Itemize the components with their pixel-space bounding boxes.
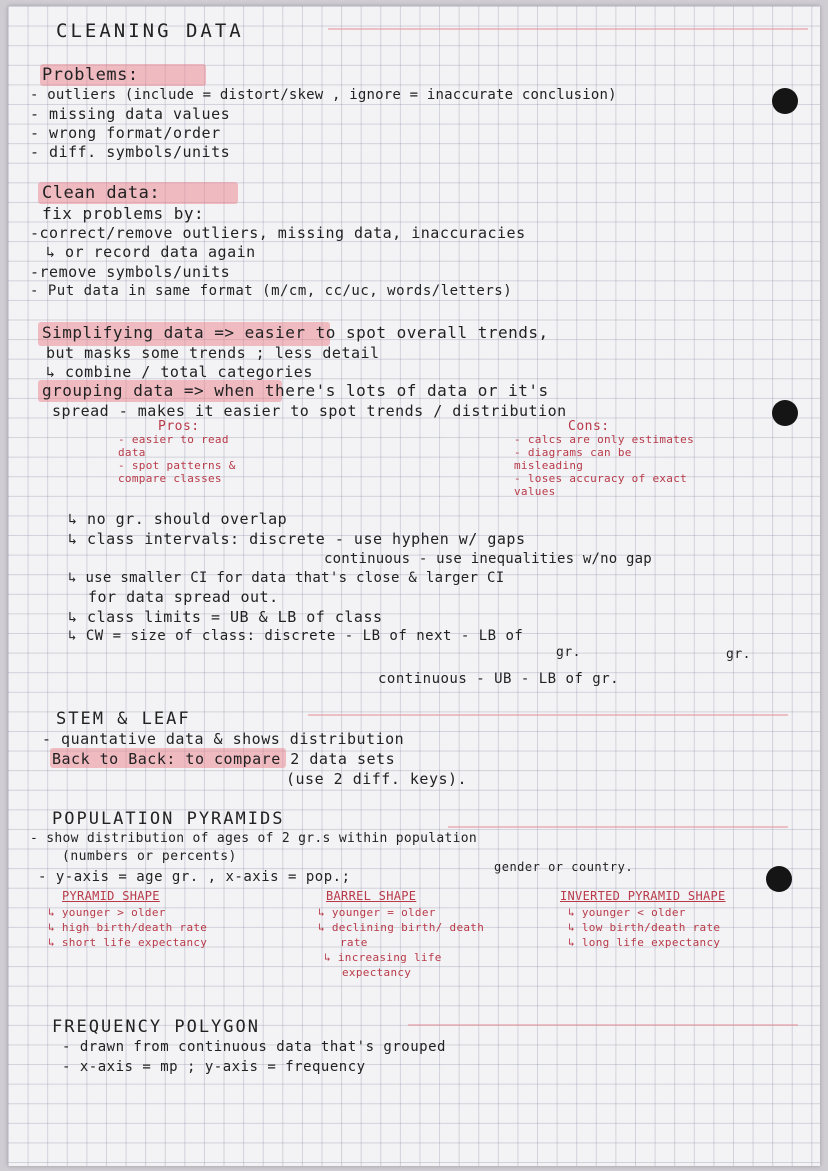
cons-heading: Cons:: [568, 419, 610, 434]
clean-data-heading: Clean data:: [42, 183, 161, 203]
list-item: ↳ or record data again: [46, 243, 256, 261]
list-item: - easier to read: [118, 433, 229, 446]
list-item: ↳ younger > older: [48, 906, 166, 919]
list-item: fix problems by:: [42, 204, 205, 223]
text-line: but masks some trends ; less detail: [46, 344, 380, 362]
frequency-polygon-heading: FREQUENCY POLYGON: [52, 1017, 260, 1037]
list-item: values: [514, 485, 556, 498]
population-pyramids-heading: POPULATION PYRAMIDS: [52, 809, 285, 829]
text-line: - x-axis = mp ; y-axis = frequency: [62, 1059, 366, 1075]
text-line: ↳ class intervals: discrete - use hyphen w/ gaps: [68, 530, 526, 548]
list-item: ↳ high birth/death rate: [48, 921, 208, 934]
notebook-page: [8, 6, 820, 1166]
list-item: - missing data values: [30, 105, 231, 123]
inverted-pyramid-shape-heading: INVERTED PYRAMID SHAPE: [560, 889, 726, 903]
text-line: - y-axis = age gr. , x-axis = pop.;: [38, 869, 351, 885]
list-item: ↳ long life expectancy: [568, 936, 721, 949]
list-item: ↳ younger = older: [318, 906, 436, 919]
text-line: gr.: [556, 645, 581, 660]
text-line: gr.: [726, 647, 751, 662]
list-item: -correct/remove outliers, missing data, inaccuracies: [30, 224, 526, 242]
list-item: - wrong format/order: [30, 124, 221, 142]
list-item: - Put data in same format (m/cm, cc/uc, words/letters): [30, 283, 513, 299]
list-item: ↳ declining birth/ death: [318, 921, 485, 934]
text-line: ↳ combine / total categories: [46, 363, 313, 381]
list-item: - diff. symbols/units: [30, 143, 231, 161]
stem-leaf-heading: STEM & LEAF: [56, 709, 191, 729]
text-line: (numbers or percents): [62, 849, 237, 864]
pyramid-shape-heading: PYRAMID SHAPE: [62, 889, 160, 903]
barrel-shape-heading: BARREL SHAPE: [326, 889, 417, 903]
list-item: -remove symbols/units: [30, 263, 231, 281]
list-item: ↳ increasing life: [324, 951, 442, 964]
list-item: ↳ younger < older: [568, 906, 686, 919]
binder-hole-icon: [772, 88, 798, 114]
binder-hole-icon: [766, 866, 792, 892]
text-line: grouping data => when there's lots of data or it's: [42, 381, 549, 400]
text-line: for data spread out.: [88, 588, 279, 606]
list-item: - diagrams can be: [514, 446, 632, 459]
text-line: - show distribution of ages of 2 gr.s within population: [30, 831, 477, 846]
list-item: data: [118, 446, 146, 459]
text-line: ↳ no gr. should overlap: [68, 510, 288, 528]
list-item: compare classes: [118, 472, 222, 485]
text-line: - quantative data & shows distribution: [42, 730, 405, 748]
text-line: continuous - use inequalities w/no gap: [324, 551, 652, 567]
text-line: (use 2 diff. keys).: [286, 770, 468, 788]
list-item: - spot patterns &: [118, 459, 236, 472]
list-item: - loses accuracy of exact: [514, 472, 688, 485]
text-line: ↳ class limits = UB & LB of class: [68, 608, 383, 626]
text-line: ↳ use smaller CI for data that's close & larger CI: [68, 570, 505, 586]
text-line: - drawn from continuous data that's grouped: [62, 1039, 446, 1055]
text-line: spread - makes it easier to spot trends / distribution: [52, 402, 567, 420]
list-item: - outliers (include = distort/skew , ignore = inaccurate conclusion): [30, 87, 617, 103]
list-item: rate: [340, 936, 368, 949]
list-item: - calcs are only estimates: [514, 433, 694, 446]
page-title: CLEANING DATA: [56, 20, 244, 42]
list-item: expectancy: [342, 966, 412, 979]
list-item: ↳ low birth/death rate: [568, 921, 721, 934]
binder-hole-icon: [772, 400, 798, 426]
pros-heading: Pros:: [158, 419, 200, 434]
list-item: ↳ short life expectancy: [48, 936, 208, 949]
text-line: Simplifying data => easier to spot overall trends,: [42, 323, 549, 342]
text-line: ↳ CW = size of class: discrete - LB of next - LB of: [68, 628, 524, 644]
list-item: misleading: [514, 459, 584, 472]
text-line: continuous - UB - LB of gr.: [378, 671, 620, 687]
text-line: Back to Back: to compare 2 data sets: [52, 750, 396, 768]
problems-heading: Problems:: [42, 65, 139, 85]
text-line: gender or country.: [494, 860, 634, 874]
